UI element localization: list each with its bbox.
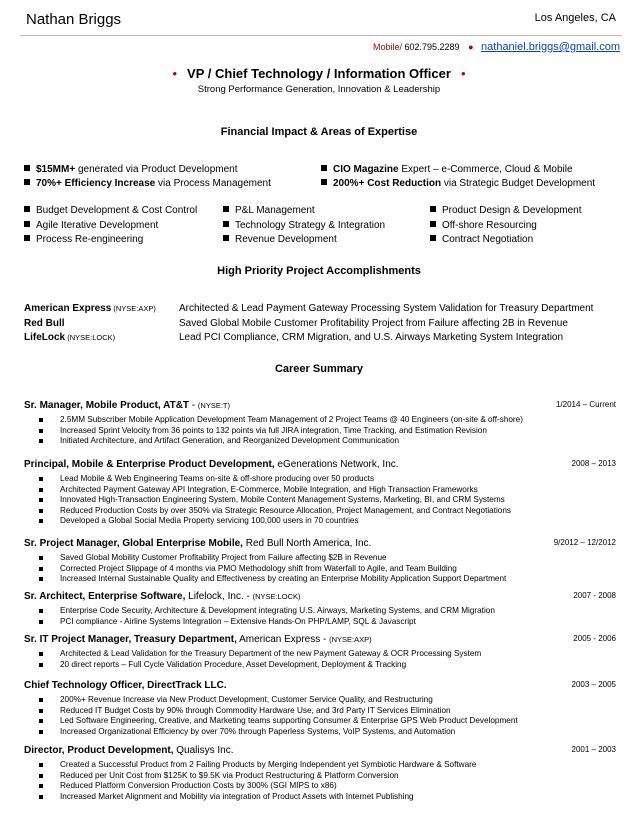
career-entry bbox=[24, 634, 616, 670]
skill-item: P&L Management bbox=[223, 204, 385, 219]
bullet-square-icon bbox=[24, 221, 30, 227]
job-bullet: Developed a Global Social Media Property servicing 100,000 users in 70 countries bbox=[24, 516, 616, 527]
accomplishment-row bbox=[24, 317, 568, 332]
accomplishment-desc: Architected & Lead Payment Gateway Processing System Validation for Treasury Department bbox=[179, 303, 594, 314]
bullet-square-icon bbox=[321, 179, 327, 185]
job-bullet: Created a Successful Product from 2 Failing Products by Merging Independent yet Symbiotic Hardware & Software bbox=[24, 760, 616, 771]
career-entry bbox=[24, 591, 616, 627]
financial-item-bold: CIO Magazine bbox=[333, 164, 399, 175]
bullet-square-icon bbox=[24, 179, 30, 185]
job-title: Sr. Architect, Enterprise Software, bbox=[24, 591, 186, 602]
job-title: Director, Product Development, bbox=[24, 745, 174, 756]
job-bullet: Architected Payment Gateway API Integration, E-Commerce, Mobile Integration, and High Transaction Frameworks bbox=[24, 485, 616, 496]
financial-item bbox=[24, 163, 271, 177]
skill-item: Revenue Development bbox=[223, 233, 385, 248]
mobile-label: Mobile/ bbox=[372, 42, 402, 52]
job-company: eGenerations Network, Inc. bbox=[274, 459, 399, 470]
job-bullet: Increased Organizational Efficiency by over 70% through Paperless Systems, VoIP Systems, and Automation bbox=[24, 727, 616, 738]
bullet-square-icon bbox=[430, 221, 436, 227]
job-dates: 9/2012 – 12/2012 bbox=[553, 538, 616, 547]
skill-item: Budget Development & Cost Control bbox=[24, 204, 197, 219]
accomplishment-ticker: (NYSE:AXP) bbox=[111, 304, 156, 313]
job-dates: 2001 – 2003 bbox=[571, 745, 616, 754]
job-header bbox=[24, 745, 616, 759]
accomplishment-desc: Lead PCI Compliance, CRM Migration, and U.S. Airways Marketing System Integration bbox=[179, 332, 564, 343]
job-bullet: 20 direct reports – Full Cycle Validation Procedure, Asset Development, Deployment & Tracking bbox=[24, 660, 616, 671]
job-header bbox=[24, 459, 616, 473]
skill-item: Off-shore Resourcing bbox=[430, 219, 582, 234]
bullet-square-icon bbox=[24, 235, 30, 241]
job-bullets bbox=[24, 474, 616, 527]
skill-item: Contract Negotiation bbox=[430, 233, 582, 248]
job-company: American Express - bbox=[236, 634, 330, 645]
job-bullet: Saved Global Mobility Customer Profitability Project from Failure affecting $2B in Revenue bbox=[24, 553, 616, 564]
job-ticker: (NYSE:AXP) bbox=[329, 635, 372, 644]
job-title: Sr. IT Project Manager, Treasury Department, bbox=[24, 634, 237, 645]
job-bullets bbox=[24, 695, 616, 737]
job-title: Principal, Mobile & Enterprise Product Development, bbox=[24, 459, 275, 470]
job-bullet: Innovated High-Transaction Engineering System, Mobile Content Management Systems, Marketing, BI, and CRM Systems bbox=[24, 495, 616, 506]
job-company: Red Bull North America, Inc. bbox=[242, 538, 372, 549]
job-dates: 2005 - 2006 bbox=[573, 634, 616, 643]
headline-bullet-right: • bbox=[460, 66, 466, 81]
job-header bbox=[24, 400, 616, 414]
headline-text: VP / Chief Technology / Information Officer bbox=[187, 66, 451, 81]
bullet-square-icon bbox=[24, 206, 30, 212]
financial-item-text: Expert – e-Commerce, Cloud & Mobile bbox=[398, 164, 573, 175]
job-bullets bbox=[24, 760, 616, 802]
career-entry bbox=[24, 680, 616, 737]
financial-item-text: via Process Management bbox=[155, 178, 271, 189]
headline bbox=[0, 66, 638, 81]
financial-item bbox=[321, 163, 595, 177]
job-bullet: Corrected Project Slippage of 4 months via PMO Methodology shift from Waterfall to Agile, and Team Building bbox=[24, 564, 616, 575]
accomplishment-row bbox=[24, 302, 594, 317]
accomplishment-company: Red Bull bbox=[24, 317, 65, 329]
career-heading: Career Summary bbox=[274, 363, 364, 375]
accomplishments-heading: High Priority Project Accomplishments bbox=[217, 265, 421, 277]
skills-column-3 bbox=[430, 204, 582, 248]
financial-item-bold: 70%+ Efficiency Increase bbox=[36, 178, 156, 189]
bullet-square-icon bbox=[223, 235, 229, 241]
contact-separator: ● bbox=[468, 42, 474, 52]
job-bullet: Initiated Architecture, and Artifact Generation, and Reorganized Development Communication bbox=[24, 436, 616, 447]
financial-heading: Financial Impact & Areas of Expertise bbox=[220, 126, 418, 138]
skill-item: Product Design & Development bbox=[430, 204, 582, 219]
job-bullet: Increased Sprint Velocity from 36 points to 132 points via full JIRA integration, Time Tracking, and Estimation Revision bbox=[24, 426, 616, 437]
job-bullet: Reduced Platform Conversion Production Costs by 300% (SGI MIPS to x86) bbox=[24, 781, 616, 792]
career-entry bbox=[24, 745, 616, 802]
skills-column-1 bbox=[24, 204, 197, 248]
financial-right-list bbox=[321, 163, 595, 191]
accomplishment-row bbox=[24, 331, 564, 346]
bullet-square-icon bbox=[223, 221, 229, 227]
skill-item: Technology Strategy & Integration bbox=[223, 219, 385, 234]
candidate-location: Los Angeles, CA bbox=[534, 12, 616, 24]
job-bullet: 200%+ Revenue Increase via New Product Development, Customer Service Quality, and Restructuring bbox=[24, 695, 616, 706]
financial-left-list bbox=[24, 163, 271, 191]
financial-item-text: via Strategic Budget Development bbox=[441, 178, 596, 189]
career-entry bbox=[24, 459, 616, 527]
job-ticker: (NYSE:T) bbox=[197, 401, 231, 410]
job-bullet: Reduced Production Costs by over 350% via Strategic Resource Allocation, Project Management, and Contract Negotiations bbox=[24, 506, 616, 517]
candidate-name: Nathan Briggs bbox=[26, 11, 122, 28]
bullet-square-icon bbox=[321, 165, 327, 171]
career-entry bbox=[24, 538, 616, 585]
career-entry bbox=[24, 400, 616, 447]
job-bullet: Enterprise Code Security, Architecture & Development integrating U.S. Airways, Marketing Systems, and CRM Migration bbox=[24, 606, 616, 617]
job-dates: 1/2014 – Current bbox=[555, 400, 616, 409]
financial-item bbox=[321, 177, 595, 191]
job-dates: 2003 – 2005 bbox=[571, 680, 616, 689]
job-company: Qualisys Inc. bbox=[173, 745, 234, 756]
headline-subtitle: Strong Performance Generation, Innovation & Leadership bbox=[197, 84, 441, 95]
job-header bbox=[24, 591, 616, 605]
job-bullets bbox=[24, 649, 616, 670]
contact-line bbox=[373, 41, 620, 53]
bullet-square-icon bbox=[24, 165, 30, 171]
accomplishment-company: American Express bbox=[24, 303, 112, 314]
job-title: Sr. Manager, Mobile Product, AT&T bbox=[24, 400, 190, 411]
job-bullet: Increased Internal Sustainable Quality and Effectiveness by creating an Enterprise Mobility Application Support Department bbox=[24, 574, 616, 585]
job-company: Lifelock, Inc. - bbox=[185, 591, 253, 602]
skill-item: Process Re-engineering bbox=[24, 233, 197, 248]
job-company: - bbox=[189, 400, 198, 411]
job-bullet: Architected & Lead Validation for the Treasury Department of the new Payment Gateway & OCR Processing System bbox=[24, 649, 616, 660]
financial-item-bold: 200%+ Cost Reduction bbox=[333, 178, 442, 189]
job-title: Chief Technology Officer, DirectTrack LLC. bbox=[24, 680, 227, 691]
email-link[interactable]: nathaniel.briggs@gmail.com bbox=[481, 41, 620, 53]
accomplishment-company: LifeLock bbox=[24, 332, 66, 343]
job-bullet: Reduced per Unit Cost from $125K to $9.5K via Product Restructuring & Platform Conversion bbox=[24, 771, 616, 782]
resume-header bbox=[20, 10, 622, 36]
job-ticker: (NYSE:LOCK) bbox=[252, 592, 301, 601]
phone-number: 602.795.2289 bbox=[404, 42, 460, 52]
financial-item bbox=[24, 177, 271, 191]
bullet-square-icon bbox=[430, 235, 436, 241]
accomplishments-list bbox=[24, 302, 594, 346]
job-bullet: 2.5MM Subscriber Mobile Application Development Team Management of 2 Project Teams @ 40 Engineers (on-site & off-shore) bbox=[24, 415, 616, 426]
job-bullet: Reduced IT Budget Costs by 90% through Commodity Hardware Use, and 3rd Party IT Services Elimination bbox=[24, 706, 616, 717]
bullet-square-icon bbox=[223, 206, 229, 212]
job-bullet: PCI compliance - Airline Systems Integration – Extensive Hands-On PHP/LAMP, SQL & Javascript bbox=[24, 617, 616, 628]
job-bullet: Increased Market Alignment and Mobility via integration of Product Assets with Internet Publishing bbox=[24, 792, 616, 803]
job-bullets bbox=[24, 415, 616, 447]
job-dates: 2008 – 2013 bbox=[571, 459, 616, 468]
job-bullets bbox=[24, 553, 616, 585]
job-header bbox=[24, 634, 616, 648]
job-bullets bbox=[24, 606, 616, 627]
headline-bullet-left: • bbox=[172, 66, 178, 81]
job-header bbox=[24, 538, 616, 552]
job-bullet: Lead Mobile & Web Engineering Teams on-site & off-shore producing over 50 products bbox=[24, 474, 616, 485]
job-title: Sr. Project Manager, Global Enterprise Mobile, bbox=[24, 538, 243, 549]
job-bullet: Led Software Engineering, Creative, and Marketing teams supporting Consumer & Enterprise GPS Web Product Development bbox=[24, 716, 616, 727]
job-header bbox=[24, 680, 616, 694]
financial-item-bold: $15MM+ bbox=[36, 164, 76, 175]
skill-item: Agile Iterative Development bbox=[24, 219, 197, 234]
bullet-square-icon bbox=[430, 206, 436, 212]
financial-item-text: generated via Product Development bbox=[75, 164, 238, 175]
skills-column-2 bbox=[223, 204, 385, 248]
accomplishment-desc: Saved Global Mobile Customer Profitability Project from Failure affecting 2B in Revenue bbox=[179, 317, 568, 329]
accomplishment-ticker: (NYSE:LOCK) bbox=[65, 333, 116, 342]
job-dates: 2007 - 2008 bbox=[573, 591, 616, 600]
